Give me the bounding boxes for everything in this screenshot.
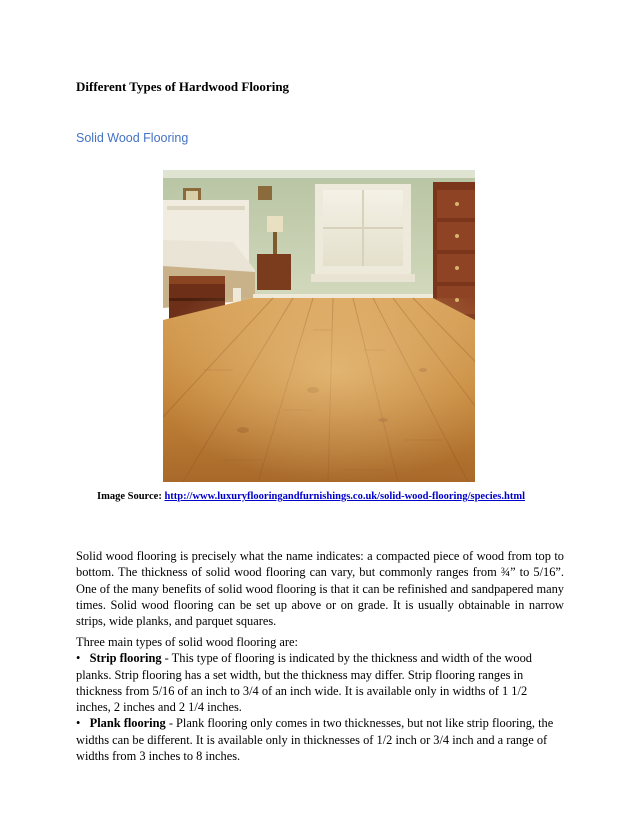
section-heading: Solid Wood Flooring xyxy=(76,131,189,145)
image-caption xyxy=(97,491,525,502)
bullet: • xyxy=(76,716,81,731)
plank-flooring-description: - Plank flooring only comes in two thicknesses, but not like strip flooring, the widths can be different. It is available only in thicknesses of 1/2 inch or 3/4 inch and a range of widths from 3 inches to 8 inches. xyxy=(76,716,554,764)
bullet: • xyxy=(76,651,81,666)
plank-flooring-term: Plank flooring xyxy=(89,716,166,731)
list-item-plank-flooring xyxy=(76,715,564,764)
caption-label: Image Source: xyxy=(97,491,162,502)
image-source-link[interactable]: http://www.luxuryflooringandfurnishings.co.uk/solid-wood-flooring/species.html xyxy=(164,491,526,502)
types-intro: Three main types of solid wood flooring are: xyxy=(76,635,298,649)
list-item-strip-flooring xyxy=(76,650,564,715)
document-title: Different Types of Hardwood Flooring xyxy=(76,79,290,94)
intro-paragraph: Solid wood flooring is precisely what the name indicates: a compacted piece of wood from top to bottom. The thickness of solid wood flooring can vary, but commonly ranges from ¾” to 5/16”. One of the many benefits of solid wood flooring is that it can be refinished and sandpapered many times. Solid wood flooring can be set up above or on grade. It is usually obtainable in narrow strips, wide planks, and parquet squares. xyxy=(76,549,564,629)
strip-flooring-term: Strip flooring xyxy=(89,651,162,666)
strip-flooring-description: - This type of flooring is indicated by the thickness and width of the wood planks. Strip flooring has a set width, but the thickness may differ. Strip flooring ranges in thickness from 5/16 of an inch to 3/4 of an inch wide. It is available only in widths of 1 1/2 inches, 2 inches and 2 1/4 inches. xyxy=(76,651,532,715)
bedroom-floor-photo xyxy=(163,170,475,482)
flooring-types-section xyxy=(76,634,564,764)
